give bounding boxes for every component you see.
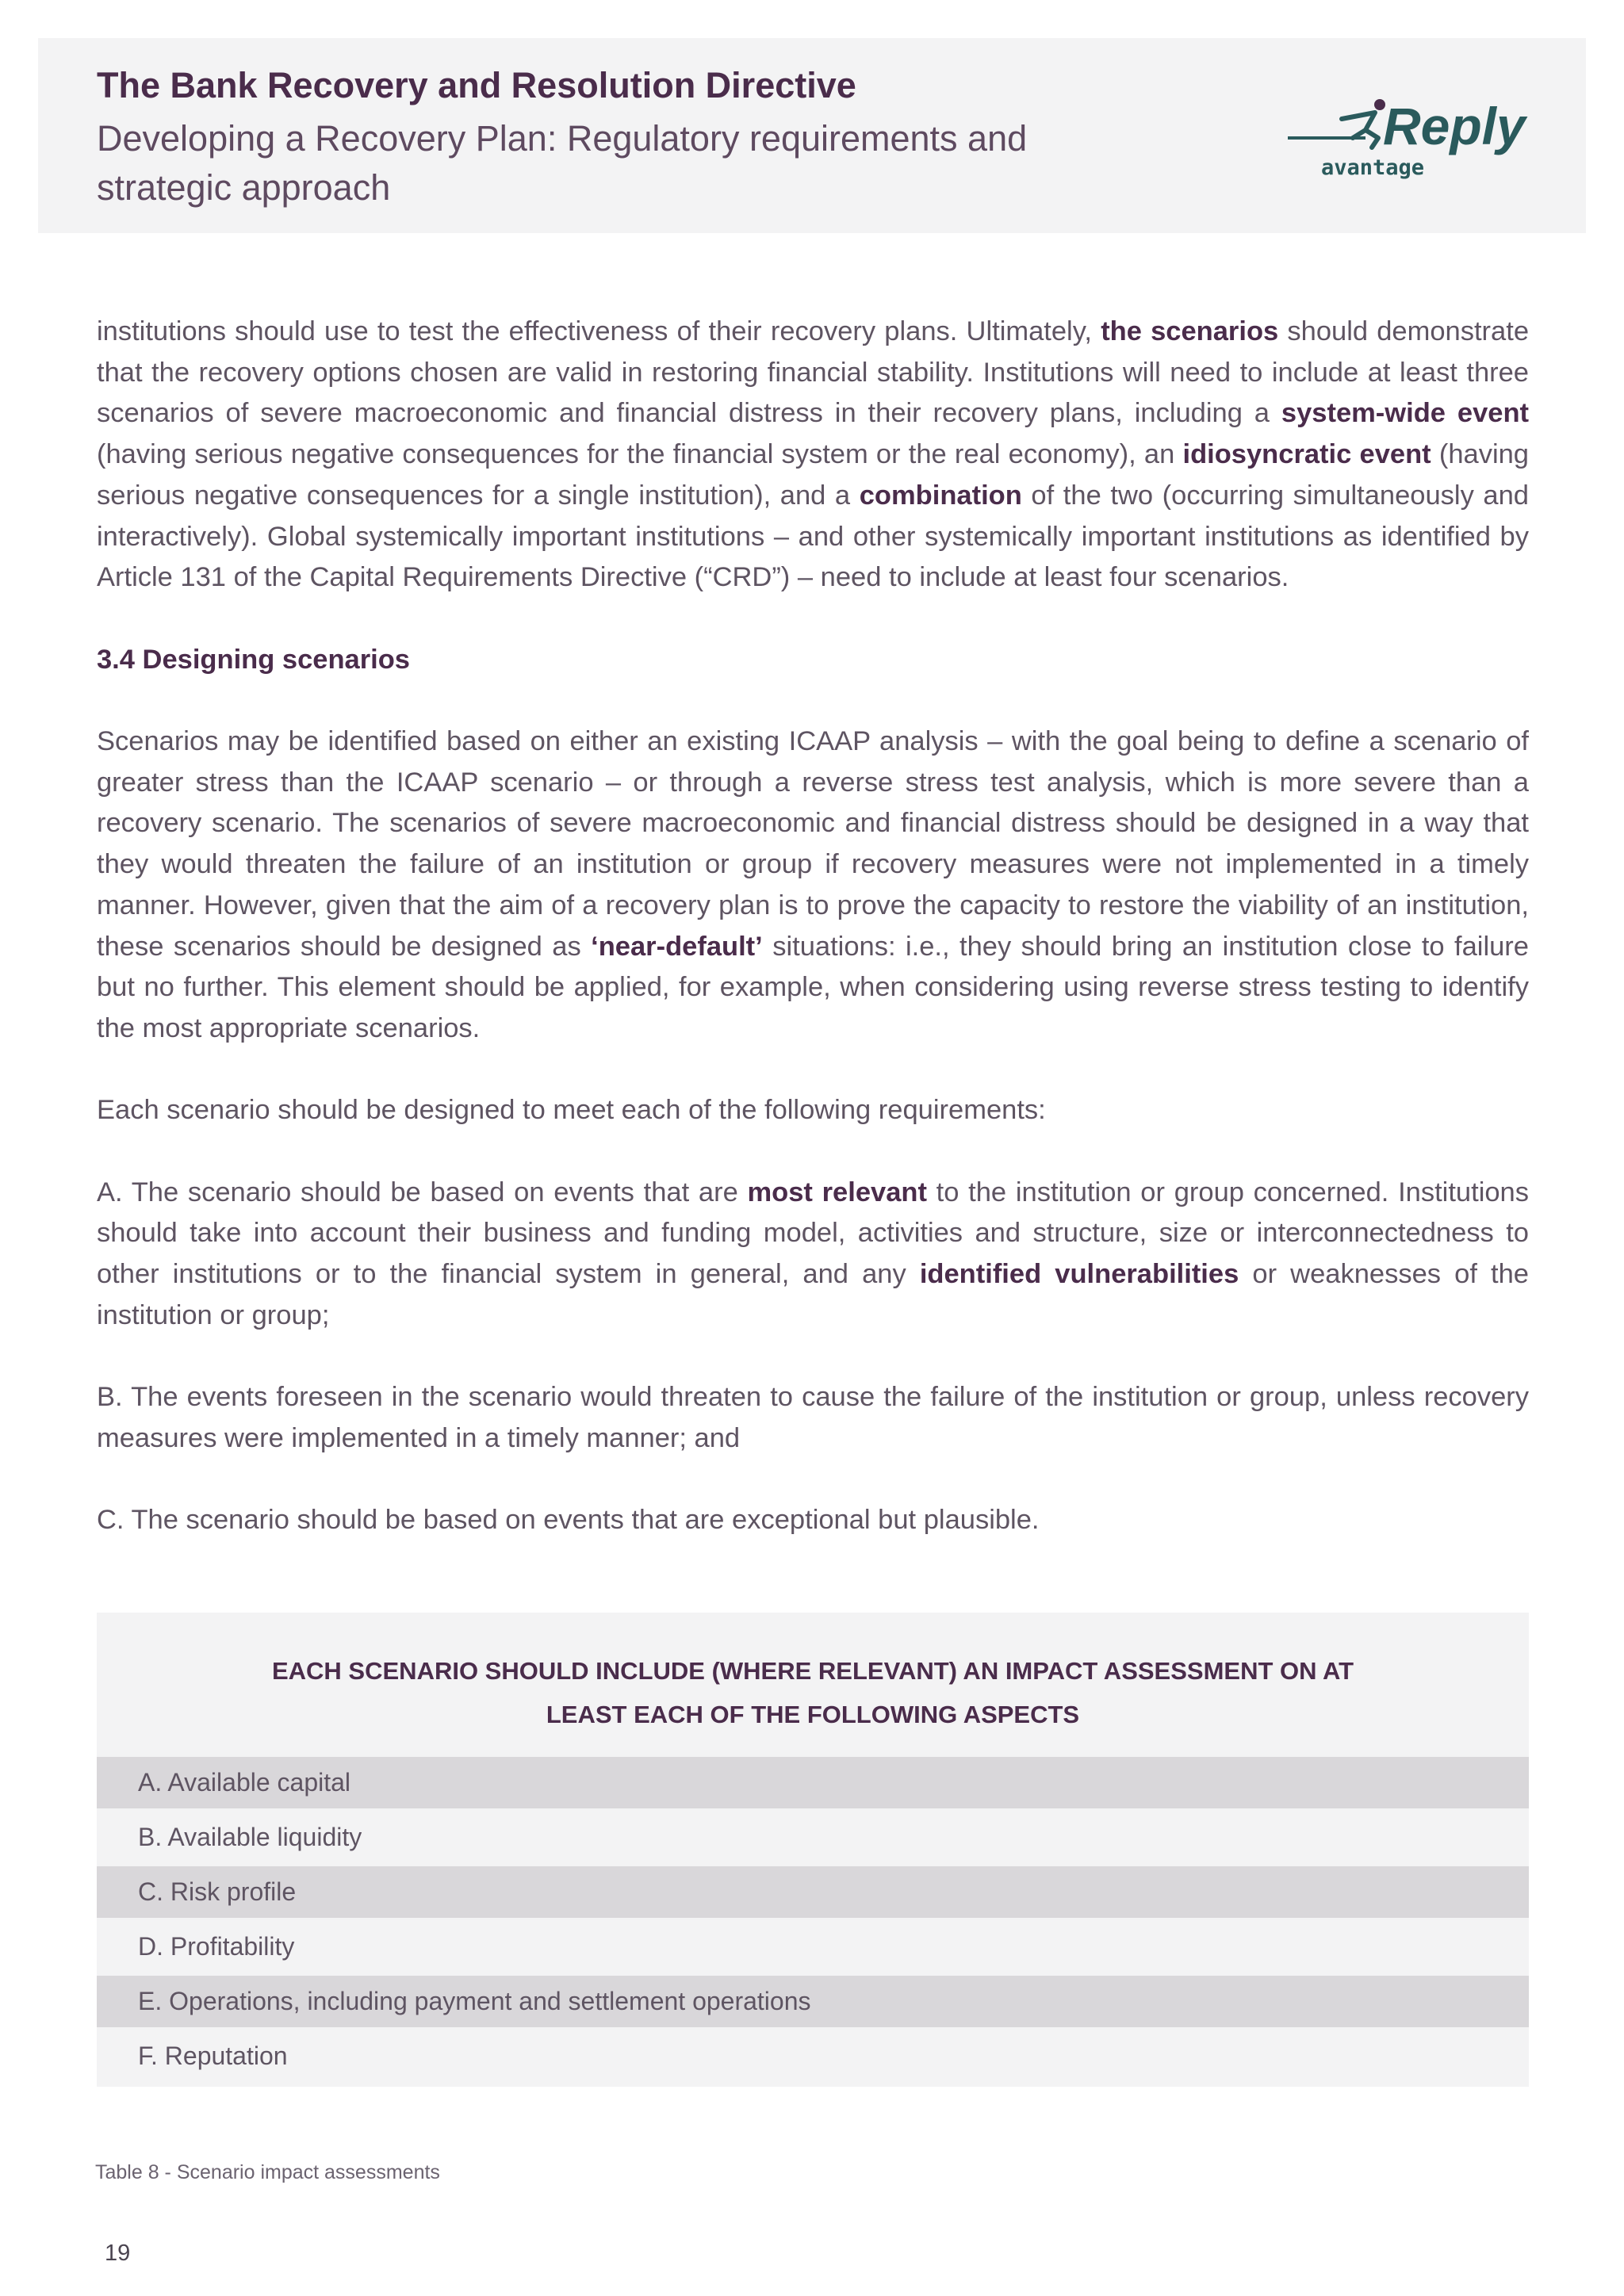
body-content <box>97 312 1529 1541</box>
table-title: EACH SCENARIO SHOULD INCLUDE (WHERE RELEVANT) AN IMPACT ASSESSMENT ON AT LEAST EACH OF THE FOLLOWING ASPECTS <box>271 1657 1354 1728</box>
table-row: C. Risk profile <box>97 1866 1529 1918</box>
logo-tagline-text: avantage <box>1321 155 1425 180</box>
table-row: D. Profitability <box>97 1921 1529 1973</box>
reply-avantage-logo <box>1286 89 1540 184</box>
intro-paragraph: institutions should use to test the effectiveness of their recovery plans. Ultimately, the scenarios should demonstrate that the recovery options chosen are valid in restoring financial stability. Institutions will need to include at least three scenarios of severe macroeconomic and financial distress in their recovery plans, including a system-wide event (having serious negative consequences for the financial system or the real economy), an idiosyncratic event (having serious negative consequences for a single institution), and a combination of the two (occurring simultaneously and interactively). Global systemically important institutions – and other systemically important institutions as identified by Article 131 of the Capital Requirements Directive (“CRD”) – need to include at least four scenarios. <box>97 316 1530 593</box>
running-figure-icon <box>1288 99 1385 147</box>
requirement-b: B. The events foreseen in the scenario would threaten to cause the failure of the institution or group, unless recovery measures were implemented in a timely manner; and <box>97 1382 1529 1453</box>
table-row: A. Available capital <box>97 1757 1529 1808</box>
page-header <box>38 38 1586 233</box>
document-title: The Bank Recovery and Resolution Directive <box>97 65 856 105</box>
impact-assessment-table <box>97 1613 1529 2087</box>
table-row: E. Operations, including payment and settlement operations <box>97 1976 1529 2027</box>
logo-brand-text: Reply <box>1383 97 1526 155</box>
requirements-intro: Each scenario should be designed to meet each of the following requirements: <box>97 1095 1046 1126</box>
scenarios-paragraph: Scenarios may be identified based on either an existing ICAAP analysis – with the goal being to define a scenario of greater stress than the ICAAP scenario – or through a reverse stress test analysis, which is more severe than a recovery scenario. The scenarios of severe macroeconomic and financial distress should be designed in a way that they would threaten the failure of an institution or group if recovery measures were not implemented in a timely manner. However, given that the aim of a recovery plan is to prove the capacity to restore the viability of an institution, these scenarios should be designed as ‘near-default’ situations: i.e., they should bring an institution close to failure but no further. This element should be applied, for example, when considering using reverse stress testing to identify the most appropriate scenarios. <box>97 726 1529 1043</box>
table-rows <box>97 1757 1529 2085</box>
requirement-c: C. The scenario should be based on events that are exceptional but plausible. <box>97 1505 1040 1536</box>
table-row: B. Available liquidity <box>97 1812 1529 1863</box>
requirement-a: A. The scenario should be based on events that are most relevant to the institution or group concerned. Institutions should take into account their business and funding model, activities and structure, size or interconnectedness to other institutions or to the financial system in general, and any identified vulnerabilities or weaknesses of the institution or group; <box>97 1177 1529 1330</box>
document-subtitle: Developing a Recovery Plan: Regulatory requirements and strategic approach <box>97 118 1028 208</box>
table-caption: Table 8 - Scenario impact assessments <box>95 2161 440 2183</box>
page-number: 19 <box>105 2241 131 2266</box>
section-heading: 3.4 Designing scenarios <box>97 644 410 675</box>
table-row: F. Reputation <box>97 2030 1529 2082</box>
